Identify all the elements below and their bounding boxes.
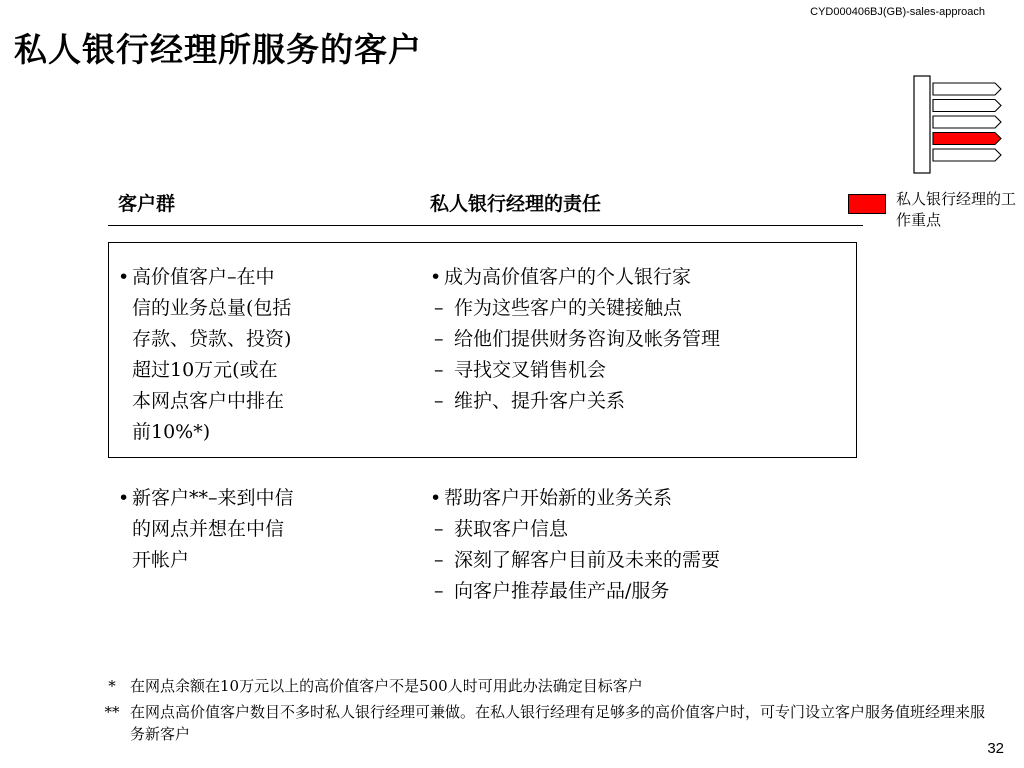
tracker-row-active <box>933 133 1001 145</box>
footnote-mark: ** <box>104 703 120 721</box>
tracker-row <box>933 100 1001 112</box>
group-line: 信的业务总量(包括 <box>132 297 292 319</box>
responsibility-item: – 给他们提供财务咨询及帐务管理 <box>434 324 850 355</box>
responsibility-new <box>430 483 850 607</box>
footnote-text: 在网点高价值客户数目不多时私人银行经理可兼做。在私人银行经理有足够多的高价值客户时，可专门设立客户服务值班经理来服务新客户 <box>130 703 986 743</box>
responsibility-item: – 寻找交叉销售机会 <box>434 355 850 386</box>
group-line: 本网点客户中排在 <box>132 390 285 412</box>
responsibility-high-value <box>430 262 850 417</box>
column-header-responsibility: 私人银行经理的责任 <box>430 193 602 215</box>
footnote-double-star <box>94 701 994 745</box>
responsibility-bullet: • 成为高价值客户的个人银行家 <box>430 262 850 293</box>
group-line: 超过10万元(或在 <box>132 359 278 381</box>
footnote-mark: * <box>108 677 116 695</box>
group-line: 开帐户 <box>132 549 190 571</box>
page-number: 32 <box>987 740 1004 757</box>
customer-group-new <box>118 483 378 576</box>
footnote-text: 在网点余额在10万元以上的高价值客户不是500人时可用此办法确定目标客户 <box>130 677 643 695</box>
group-line: 的网点并想在中信 <box>132 518 285 540</box>
group-line: 存款、贷款、投资) <box>132 328 292 350</box>
tracker-row <box>933 83 1001 95</box>
group-line: 前10%*) <box>132 421 211 443</box>
legend-swatch <box>848 194 886 214</box>
header-divider <box>108 225 863 226</box>
tracker-rows <box>933 83 1001 161</box>
group-line: • 高价值客户–在中 <box>118 262 378 293</box>
tracker-frame <box>914 76 930 173</box>
responsibility-item: – 向客户推荐最佳产品/服务 <box>434 576 850 607</box>
legend-text: 私人银行经理的工作重点 <box>896 190 1017 229</box>
responsibility-item: – 深刻了解客户目前及未来的需要 <box>434 545 850 576</box>
column-header-customer-group: 客户群 <box>118 193 176 215</box>
footnote-single-star <box>94 675 994 697</box>
section-tracker-icon <box>913 75 1003 175</box>
responsibility-bullet: • 帮助客户开始新的业务关系 <box>430 483 850 514</box>
responsibility-item: – 维护、提升客户关系 <box>434 386 850 417</box>
tracker-row <box>933 149 1001 161</box>
tracker-row <box>933 116 1001 128</box>
responsibility-item: – 作为这些客户的关键接触点 <box>434 293 850 324</box>
group-line: • 新客户**–来到中信 <box>118 483 378 514</box>
document-code: CYD000406BJ(GB)-sales-approach <box>810 6 985 18</box>
responsibility-item: – 获取客户信息 <box>434 514 850 545</box>
page-title: 私人银行经理所服务的客户 <box>14 30 422 69</box>
customer-group-high-value <box>118 262 378 448</box>
